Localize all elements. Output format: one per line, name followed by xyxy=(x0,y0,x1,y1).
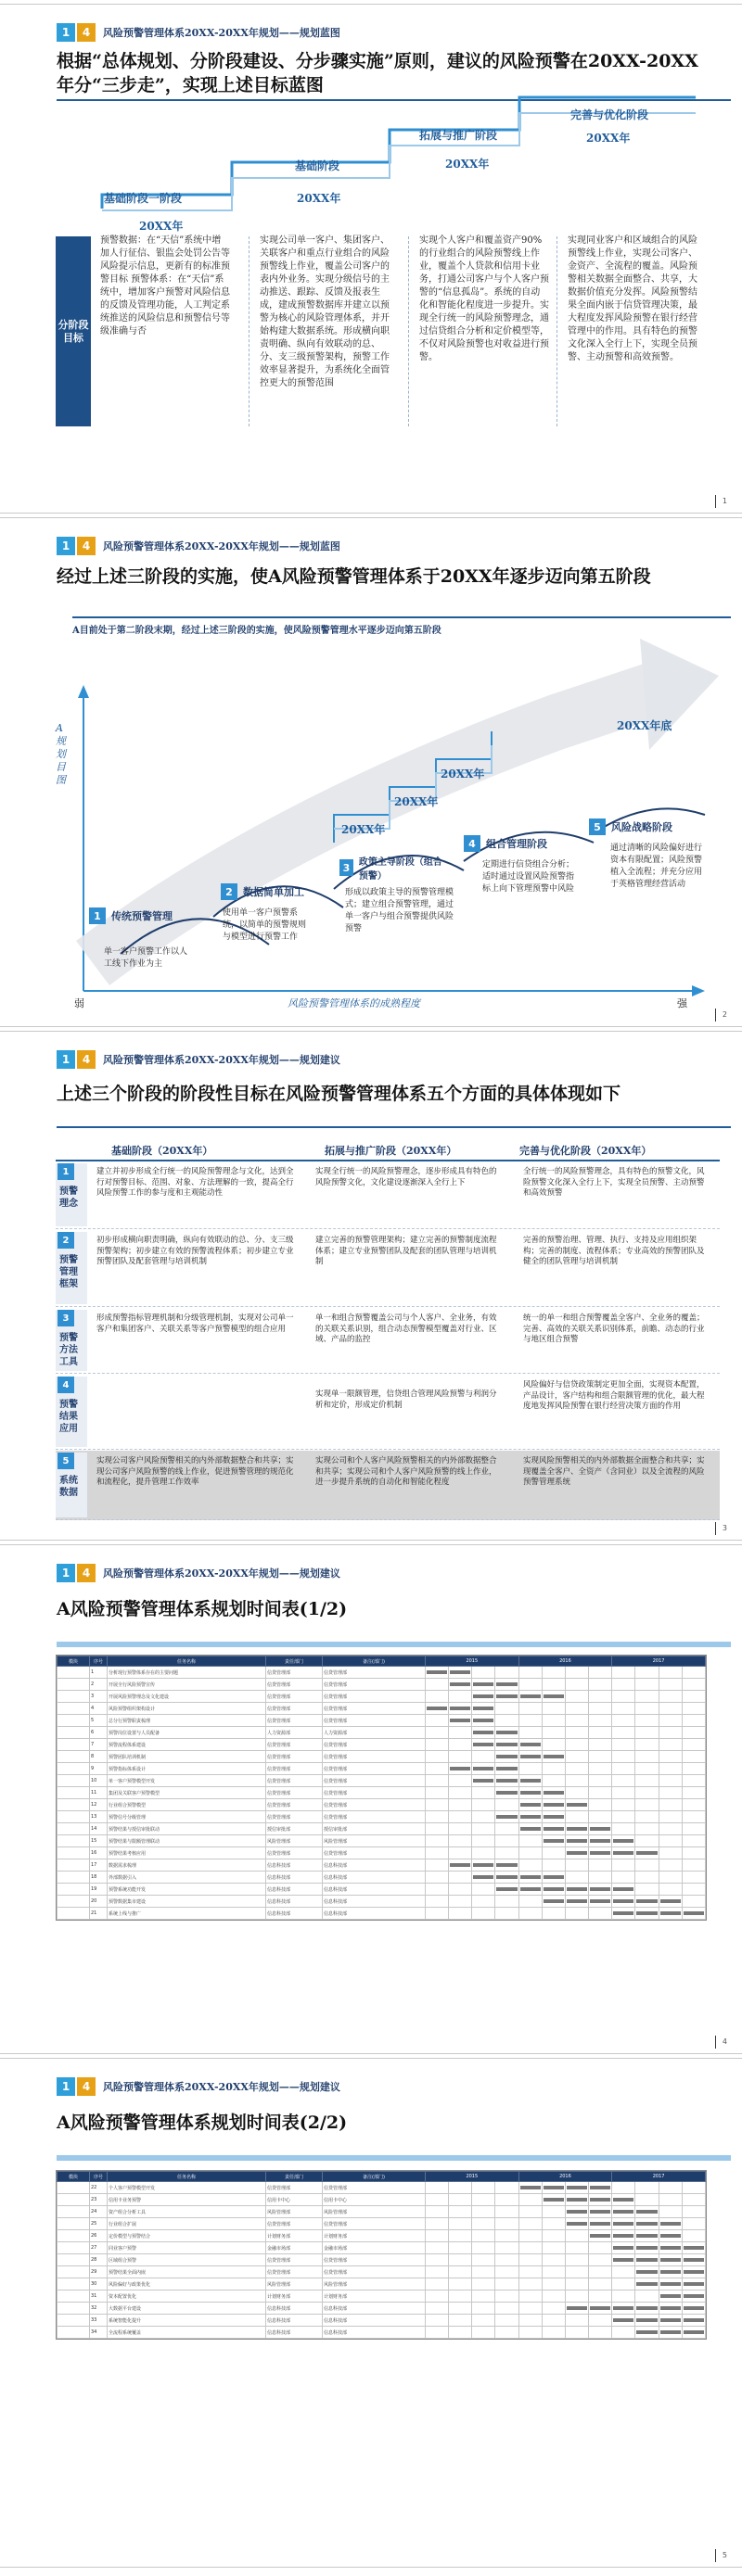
gantt-bar xyxy=(520,1887,541,1891)
header-title: 风险预警管理体系20XX-20XX年规划——规划蓝图 xyxy=(103,540,340,552)
gantt-col-header: 序号 xyxy=(90,1656,108,1667)
x-axis-label: 风险预警管理体系的成熟程度 xyxy=(288,997,420,1009)
gantt-row: 12 行业组合预警模型 信贷管理部 信贷管理部 xyxy=(58,1799,706,1811)
row-name: 预警管理框架 xyxy=(59,1255,78,1289)
goal-col-1: 预警数据：在“天信”系统中增加人行征信、银监会处罚公告等风险提示信息，更新有的标准预警目标 预警体系：在“天信”系统中，增加客户预警对风险信息的反馈及管理功能，人工判定系统推送的风险信息和预警信号等级准确与否 xyxy=(100,235,230,336)
gantt-bar xyxy=(473,1719,493,1722)
header-title: 风险预警管理体系20XX-20XX年规划——规划建议 xyxy=(103,1054,340,1066)
gantt-bar xyxy=(684,2330,704,2334)
gantt-bar xyxy=(613,2210,633,2214)
row-cell: 实现公司客户风险预警相关的内外部数据整合和共享；实现公司客户风险预警的线上作业，促进预警管理的规范化和流程化，提升管理工作效率 xyxy=(96,1456,294,1487)
stage-number: 1 xyxy=(89,907,106,924)
gantt-bar xyxy=(684,2306,704,2310)
stage-number: 5 xyxy=(589,818,606,835)
gantt-col-header: 任务名称 xyxy=(108,2172,266,2182)
gantt-bar xyxy=(590,1839,610,1843)
gantt-bar xyxy=(613,1899,633,1903)
gantt-bar xyxy=(567,2222,587,2226)
year-label-3: 20XX年 xyxy=(441,768,485,780)
slide-headline: A风险预警管理体系规划时间表(1/2) xyxy=(57,1599,348,1619)
slide-headline: 上述三个阶段的阶段性目标在风险预警管理体系五个方面的具体体现如下 xyxy=(57,1084,621,1104)
gantt-bar xyxy=(473,1743,493,1746)
title-rule xyxy=(57,1642,731,1647)
stage-number: 2 xyxy=(221,883,237,900)
gantt-bar xyxy=(660,2222,681,2226)
gantt-year-header: 2017 xyxy=(612,1656,706,1667)
col-head-3: 完善与优化阶段（20XX年） xyxy=(519,1145,652,1157)
page-number: 3 xyxy=(722,1524,727,1532)
step-year-1: 20XX年 xyxy=(139,220,184,233)
row-cell: 全行统一的风险预警理念，具有特色的预警文化，风险预警文化深入全行上下，实现全员预警、主动预警和高效预警 xyxy=(523,1167,705,1198)
gantt-col-header: 责任部门 xyxy=(266,1656,323,1667)
stage-3 xyxy=(339,854,451,882)
gantt-bar xyxy=(636,2270,657,2274)
gantt-row: 29 预警结果全面内嵌 信贷管理部 信贷管理部 xyxy=(58,2266,706,2278)
gantt-bar xyxy=(473,1779,493,1783)
gantt-bar xyxy=(590,2186,610,2189)
gantt-table-2 xyxy=(56,2170,707,2340)
gantt-bar xyxy=(636,2210,657,2214)
row-number: 1 xyxy=(58,1163,74,1180)
gantt-bar xyxy=(496,1755,517,1758)
gantt-bar xyxy=(684,1911,704,1915)
gantt-bar xyxy=(590,2222,610,2226)
gantt-row: 23 信用卡业务预警 信用卡中心 信用卡中心 xyxy=(58,2194,706,2206)
gantt-bar xyxy=(660,2258,681,2262)
gantt-row: 19 预警系统功能开发 信息科技部 信息科技部 xyxy=(58,1884,706,1896)
header-title: 风险预警管理体系20XX-20XX年规划——规划蓝图 xyxy=(103,27,340,39)
stage-2 xyxy=(221,883,304,900)
gantt-row: 18 外部数据引入 信息科技部 信息科技部 xyxy=(58,1872,706,1884)
gantt-bar xyxy=(496,1779,517,1783)
subsection-badge: 4 xyxy=(77,1564,96,1582)
gantt-row: 6 预警岗位设置与人员配备 人力资源部 人力资源部 xyxy=(58,1727,706,1739)
gantt-year-header: 2016 xyxy=(518,2172,612,2182)
gantt-bar xyxy=(427,1670,447,1674)
section-badge: 1 xyxy=(57,1564,75,1582)
step-title-2: 基础阶段 xyxy=(295,159,340,172)
stage-desc: 单一客户预警工作以人工线下作业为主 xyxy=(104,947,188,969)
page-number: 2 xyxy=(722,1010,727,1019)
stage-desc: 通过清晰的风险偏好进行资本有限配置；风险预警植入全流程；并充分应用于英格管理经营活动 xyxy=(610,844,703,889)
gantt-bar xyxy=(567,1851,587,1855)
aspect-row-3 xyxy=(56,1308,720,1374)
slide-headline: A风险预警管理体系规划时间表(2/2) xyxy=(57,2113,348,2133)
gantt-col-header: 备注(部门) xyxy=(323,2172,426,2182)
row-cell: 实现单一限额管理，信贷组合管理风险预警与利润分析和定价，形成定价机制 xyxy=(315,1390,497,1410)
gantt-bar xyxy=(496,1731,517,1734)
gantt-bar xyxy=(544,1791,564,1795)
gantt-bar xyxy=(520,1694,541,1698)
gantt-bar xyxy=(427,1707,447,1710)
stage-desc: 形成以政策主导的预警管理模式；建立组合预警管理，通过单一客户与组合预警提供风险预警 xyxy=(345,888,454,933)
stage-goal-label: 分阶段目标 xyxy=(56,236,91,426)
gantt-row: 25 行业组合扩展 信贷管理部 信贷管理部 xyxy=(58,2218,706,2230)
step-year-2: 20XX年 xyxy=(297,192,341,205)
gantt-row: 34 全流程系统覆盖 信息科技部 信息科技部 xyxy=(58,2327,706,2339)
aspect-row-1 xyxy=(56,1161,720,1229)
gantt-bar xyxy=(636,2330,657,2334)
stage-label: 数据简单加工 xyxy=(243,886,304,898)
gantt-col-header: 模块 xyxy=(58,1656,90,1667)
gantt-bar xyxy=(567,1803,587,1807)
gantt-bar xyxy=(590,2306,610,2310)
row-number: 2 xyxy=(58,1232,74,1249)
gantt-bar xyxy=(473,1682,493,1686)
gantt-bar xyxy=(684,2258,704,2262)
aspect-row-2 xyxy=(56,1230,720,1307)
col-divider xyxy=(249,236,250,426)
gantt-bar xyxy=(590,1887,610,1891)
gantt-row: 31 资本配置优化 计划财务部 计划财务部 xyxy=(58,2290,706,2303)
gantt-bar xyxy=(520,1743,541,1746)
gantt-row: 14 预警结果与授信审批联动 授信审批部 授信审批部 xyxy=(58,1823,706,1835)
stage-label: 组合管理阶段 xyxy=(486,838,547,850)
gantt-row: 28 区域组合预警 信贷管理部 信贷管理部 xyxy=(58,2254,706,2266)
gantt-bar xyxy=(544,2186,564,2189)
gantt-bar xyxy=(613,2318,633,2322)
gantt-table-1 xyxy=(56,1655,707,1921)
gantt-bar xyxy=(660,2234,681,2238)
gantt-row: 3 开展风险预警理念及文化建设 信贷管理部 信贷管理部 xyxy=(58,1691,706,1703)
gantt-bar xyxy=(520,1815,541,1819)
section-badge: 1 xyxy=(57,1050,75,1069)
title-rule xyxy=(57,1126,731,1128)
gantt-bar xyxy=(520,1779,541,1783)
gantt-row: 15 预警结果与限额管理联动 风险管理部 风险管理部 xyxy=(58,1835,706,1847)
gantt-year-header: 2017 xyxy=(612,2172,706,2182)
gantt-bar xyxy=(567,2198,587,2202)
gantt-row: 4 风险预警组织架构设计 信贷管理部 信贷管理部 xyxy=(58,1703,706,1715)
gantt-row: 1 分析现行预警体系存在的主要问题 信贷管理部 信贷管理部 xyxy=(58,1667,706,1679)
gantt-bar xyxy=(496,1743,517,1746)
gantt-col-header: 责任部门 xyxy=(266,2172,323,2182)
gantt-row: 17 数据需求梳理 信息科技部 信息科技部 xyxy=(58,1859,706,1872)
gantt-bar xyxy=(473,1875,493,1879)
gantt-bar xyxy=(613,2234,633,2238)
gantt-bar xyxy=(544,1815,564,1819)
gantt-row: 13 预警信号分级管理 信贷管理部 信贷管理部 xyxy=(58,1811,706,1823)
gantt-bar xyxy=(613,1887,633,1891)
gantt-bar xyxy=(496,1767,517,1770)
gantt-bar xyxy=(590,2210,610,2214)
gantt-bar xyxy=(520,2186,541,2189)
gantt-bar xyxy=(496,1791,517,1795)
gantt-bar xyxy=(613,2246,633,2250)
gantt-row: 9 预警指标体系设计 信贷管理部 信贷管理部 xyxy=(58,1763,706,1775)
gantt-bar xyxy=(473,1863,493,1867)
step-title-3: 拓展与推广阶段 xyxy=(419,129,498,142)
gantt-bar xyxy=(567,1839,587,1843)
row-cell: 实现全行统一的风险预警理念，逐步形成具有特色的风险预警文化，文化建设逐渐深入全行上下 xyxy=(315,1167,497,1187)
row-cell: 单一和组合预警覆盖公司与个人客户、全业务，有效的关联关系识别，组合动态预警模型覆盖对行业、区域、产品的监控 xyxy=(315,1313,497,1344)
year-label-4: 20XX年底 xyxy=(617,719,672,732)
gantt-bar xyxy=(544,1827,564,1831)
gantt-bar xyxy=(590,1851,610,1855)
gantt-bar xyxy=(636,2282,657,2286)
gantt-col-header: 备注(部门) xyxy=(323,1656,426,1667)
stage-label: 传统预警管理 xyxy=(111,910,173,922)
gantt-bar xyxy=(450,1682,470,1686)
strong-label: 强 xyxy=(677,997,687,1009)
gantt-bar xyxy=(684,2270,704,2274)
slide-5 xyxy=(0,2058,742,2568)
gantt-bar xyxy=(660,2318,681,2322)
slide-headline: 经过上述三阶段的实施，使A风险预警管理体系于20XX年逐步迈向第五阶段 xyxy=(57,566,651,587)
row-number: 5 xyxy=(58,1453,74,1469)
gantt-bar xyxy=(636,1911,657,1915)
gantt-bar xyxy=(590,2234,610,2238)
gantt-row: 22 个人客户预警模型开发 信贷管理部 信贷管理部 xyxy=(58,2182,706,2194)
gantt-bar xyxy=(636,2234,657,2238)
gantt-row: 33 系统智能化提升 信息科技部 信息科技部 xyxy=(58,2315,706,2327)
gantt-bar xyxy=(660,2306,681,2310)
slide-4 xyxy=(0,1544,742,2054)
gantt-bar xyxy=(567,2306,587,2310)
gantt-bar xyxy=(684,2282,704,2286)
gantt-bar xyxy=(684,2318,704,2322)
stage-4 xyxy=(464,835,547,852)
gantt-year-header: 2015 xyxy=(426,2172,519,2182)
gantt-row: 7 预警流程体系建设 信贷管理部 信贷管理部 xyxy=(58,1739,706,1751)
step-year-3: 20XX年 xyxy=(445,158,490,171)
gantt-row: 21 系统上线与推广 信息科技部 信息科技部 xyxy=(58,1908,706,1920)
gantt-bar xyxy=(636,2318,657,2322)
gantt-row: 5 总分行预警职责梳理 信贷管理部 信贷管理部 xyxy=(58,1715,706,1727)
gantt-bar xyxy=(544,1899,564,1903)
gantt-bar xyxy=(590,1827,610,1831)
gantt-bar xyxy=(567,1827,587,1831)
row-cell: 风险偏好与信贷政策制定更加全面，实现资本配置，产品设计，客户结构和组合限额管理的优化，最大程度地发挥风险预警在银行经营决策方面的作用 xyxy=(523,1380,705,1411)
col-head-2: 拓展与推广阶段（20XX年） xyxy=(325,1145,457,1157)
row-cell: 形成预警指标管理机制和分级管理机制，实现对公司单一客户和集团客户、关联关系等客户预警模型的组合应用 xyxy=(96,1313,294,1334)
gantt-bar xyxy=(520,1791,541,1795)
row-number: 4 xyxy=(58,1377,74,1393)
gantt-bar xyxy=(660,1911,681,1915)
gantt-bar xyxy=(660,2294,681,2298)
gantt-bar xyxy=(544,1803,564,1807)
gantt-bar xyxy=(660,2330,681,2334)
col-divider xyxy=(556,236,558,426)
slide-subtitle: A目前处于第二阶段末期，经过上述三阶段的实施，使风险预警管理水平逐步迈向第五阶段 xyxy=(72,626,441,636)
gantt-year-header: 2016 xyxy=(518,1656,612,1667)
stage-5 xyxy=(589,818,672,835)
gantt-bar xyxy=(660,2246,681,2250)
slide-1 xyxy=(0,4,742,514)
gantt-row: 20 预警数据集市建设 信息科技部 信息科技部 xyxy=(58,1896,706,1908)
gantt-bar xyxy=(636,1899,657,1903)
year-label-2: 20XX年 xyxy=(394,795,439,808)
gantt-row: 16 预警结果考核应用 信贷管理部 信贷管理部 xyxy=(58,1847,706,1859)
slide-header xyxy=(57,1562,340,1584)
gantt-bar xyxy=(520,1803,541,1807)
subsection-badge: 4 xyxy=(77,2077,96,2096)
gantt-bar xyxy=(613,1839,633,1843)
step-year-4: 20XX年 xyxy=(586,132,631,145)
gantt-bar xyxy=(544,1839,564,1843)
row-cell: 建立完善的预警管理架构；建立完善的预警制度流程体系；建立专业预警团队及配套的团队管理与培训机制 xyxy=(315,1236,497,1266)
gantt-row: 32 大数据平台建设 信息科技部 信息科技部 xyxy=(58,2303,706,2315)
gantt-bar xyxy=(496,1682,517,1686)
gantt-row: 26 定价模型与预警结合 计划财务部 计划财务部 xyxy=(58,2230,706,2242)
subsection-badge: 4 xyxy=(77,537,96,555)
gantt-bar xyxy=(544,1875,564,1879)
goal-col-2: 实现公司单一客户、集团客户、关联客户和重点行业组合的风险预警线上作业，覆盖公司客户的表内外业务。实现分级信号的主动推送、跟踪、反馈及报表生成，建成预警数据库并建立以预警为核心的风险管理体系，并开始构建大数据系统。形成横向职责明确、纵向有效联动的总、分、支三级预警架构，预警工作效率显著提升，为系统化全面管控更大的预警范围 xyxy=(260,235,390,388)
stage-desc: 定期进行信贷组合分析；适时通过设置风险预警指标上向下管理预警中风险 xyxy=(482,860,575,894)
slide-2 xyxy=(0,517,742,1027)
row-cell: 实现风险预警相关的内外部数据全面整合和共享；实现覆盖全客户、全资产（含同业）以及全流程的风险预警管理系统 xyxy=(523,1456,705,1487)
weak-label: 弱 xyxy=(74,997,84,1009)
row-name: 预警方法工具 xyxy=(59,1333,78,1367)
header-title: 风险预警管理体系20XX-20XX年规划——规划建议 xyxy=(103,2081,340,2093)
section-badge: 1 xyxy=(57,2077,75,2096)
gantt-bar xyxy=(496,1815,517,1819)
slide-header xyxy=(57,2075,340,2098)
gantt-bar xyxy=(684,2294,704,2298)
gantt-row: 11 集团及关联客户预警模型 信贷管理部 信贷管理部 xyxy=(58,1787,706,1799)
gantt-bar xyxy=(567,2210,587,2214)
gantt-bar xyxy=(636,2222,657,2226)
gantt-bar xyxy=(684,2246,704,2250)
step-title-4: 完善与优化阶段 xyxy=(570,108,649,121)
gantt-bar xyxy=(520,1875,541,1879)
gantt-bar xyxy=(544,1755,564,1758)
gantt-row: 2 开展全行风险预警宣传 信贷管理部 信贷管理部 xyxy=(58,1679,706,1691)
gantt-bar xyxy=(450,1670,470,1674)
gantt-bar xyxy=(544,2198,564,2202)
gantt-bar xyxy=(660,2282,681,2286)
gantt-row: 30 风险偏好与政策优化 风险管理部 风险管理部 xyxy=(58,2278,706,2290)
gantt-bar xyxy=(613,2222,633,2226)
gantt-col-header: 序号 xyxy=(90,2172,108,2182)
gantt-bar xyxy=(496,1863,517,1867)
row-name: 预警结果应用 xyxy=(59,1400,78,1434)
section-badge: 1 xyxy=(57,23,75,42)
gantt-bar xyxy=(473,1707,493,1710)
stage-label: 风险战略阶段 xyxy=(611,821,672,833)
goal-col-4: 实现同业客户和区域组合的风险预警线上作业，实现公司客户、金资产、全流程的覆盖。风险预警相关数据全面整合、共享，大数据价值充分发挥。风险预警结果全面内嵌于信贷管理决策，最大程度发挥风险预警在银行经营管理中的作用。具有特色的预警文化深入全行上下，实现全员预警、主动预警和高效预警。 xyxy=(568,235,697,362)
gantt-row: 8 预警团队培训机制 信贷管理部 信贷管理部 xyxy=(58,1751,706,1763)
gantt-bar xyxy=(473,1731,493,1734)
gantt-bar xyxy=(590,1899,610,1903)
gantt-bar xyxy=(473,1694,493,1698)
gantt-bar xyxy=(520,1827,541,1831)
title-rule xyxy=(57,2155,731,2161)
slide-header xyxy=(57,1048,340,1071)
gantt-col-header: 模块 xyxy=(58,2172,90,2182)
gantt-bar xyxy=(567,1887,587,1891)
subsection-badge: 4 xyxy=(77,1050,96,1069)
gantt-bar xyxy=(636,1851,657,1855)
gantt-bar xyxy=(496,1694,517,1698)
page-number: 5 xyxy=(722,2551,727,2559)
year-label-1: 20XX年 xyxy=(341,823,386,836)
gantt-bar xyxy=(660,1899,681,1903)
gantt-bar xyxy=(567,2186,587,2189)
gantt-bar xyxy=(636,2306,657,2310)
gantt-bar xyxy=(450,1719,470,1722)
y-axis-label: A规划目图 xyxy=(56,722,66,786)
stage-label: 政策主导阶段（组合预警） xyxy=(358,857,442,882)
col-head-1: 基础阶段（20XX年） xyxy=(111,1145,213,1157)
row-cell: 初步形成横向职责明确，纵向有效联动的总、分、支三级预警架构；初步建立有效的预警流程体系；初步建立专业预警团队及配套管理与培训机制 xyxy=(96,1236,294,1266)
gantt-bar xyxy=(636,2246,657,2250)
gantt-bar xyxy=(660,2270,681,2274)
row-number: 3 xyxy=(58,1310,74,1326)
col-divider xyxy=(408,236,410,426)
gantt-bar xyxy=(496,1875,517,1879)
aspect-row-5 xyxy=(56,1451,720,1520)
gantt-bar xyxy=(544,1887,564,1891)
gantt-row: 24 资产组合分析工具 风险管理部 风险管理部 xyxy=(58,2206,706,2218)
row-cell: 完善的预警治理、管理、执行、支持及应用组织架构；完善的制度、流程体系；专业高效的预警团队及健全的团队管理与培训机制 xyxy=(523,1236,705,1266)
gantt-bar xyxy=(496,1887,517,1891)
stage-desc: 使用单一客户预警系统，以简单的预警规则与模型进行预警工作 xyxy=(223,908,307,942)
row-cell: 实现公司和个人客户风险预警相关的内外部数据整合和共享；实现公司和个人客户风险预警的线上作业，进一步提升系统的自动化和智能化程度 xyxy=(315,1456,497,1487)
gantt-bar xyxy=(567,1899,587,1903)
row-cell: 建立并初步形成全行统一的风险预警理念与文化，达到全行对预警目标、范围、对象、方法理解的一致，提高全行风险预警工作的参与度和主观能动性 xyxy=(96,1167,294,1198)
row-name: 预警理念 xyxy=(59,1186,78,1209)
row-cell: 统一的单一和组合预警覆盖全客户、全业务的覆盖；完善、高效的关联关系识别体系，前瞻、动态的行业与地区组合预警 xyxy=(523,1313,705,1344)
gantt-col-header: 任务名称 xyxy=(108,1656,266,1667)
slide-3 xyxy=(0,1031,742,1541)
stage-number: 3 xyxy=(339,859,353,876)
page-number: 4 xyxy=(722,2037,727,2046)
gantt-bar xyxy=(590,2198,610,2202)
gantt-bar xyxy=(544,1694,564,1698)
aspect-row-4 xyxy=(56,1375,720,1450)
gantt-bar xyxy=(613,1911,633,1915)
gantt-row: 27 同业客户预警 金融市场部 金融市场部 xyxy=(58,2242,706,2254)
gantt-bar xyxy=(613,2258,633,2262)
row-name: 系统数据 xyxy=(59,1476,78,1498)
step-title-1: 基础阶段一阶段 xyxy=(104,192,183,205)
stage-number: 4 xyxy=(464,835,480,852)
goal-col-3: 实现个人客户和覆盖资产90%的行业组合的风险预警线上作业，覆盖个人贷款和信用卡业务，打通公司客户与个人客户预警的“信息孤岛”。系统的自动化和智能化程度进一步提升。实现全行统一的风险预警理念，通过信贷组合分析和定价模型等，不仅对风险预警也对收益进行预警。 xyxy=(419,235,549,362)
gantt-bar xyxy=(450,1863,470,1867)
gantt-bar xyxy=(636,2258,657,2262)
gantt-bar xyxy=(613,1851,633,1855)
header-title: 风险预警管理体系20XX-20XX年规划——规划建议 xyxy=(103,1567,340,1580)
page-number: 1 xyxy=(722,497,727,505)
section-badge: 1 xyxy=(57,537,75,555)
gantt-bar xyxy=(613,2198,633,2202)
slide-headline: 根据“总体规划、分阶段建设、分步骤实施”原则，建议的风险预警在20XX-20XX年分“三步走”，实现上述目标蓝图 xyxy=(57,51,698,95)
gantt-bar xyxy=(450,1767,470,1770)
gantt-bar xyxy=(450,1707,470,1710)
gantt-bar xyxy=(473,1767,493,1770)
gantt-row: 10 单一客户预警模型开发 信贷管理部 信贷管理部 xyxy=(58,1775,706,1787)
gantt-bar xyxy=(613,2306,633,2310)
stage-1 xyxy=(89,907,173,924)
gantt-bar xyxy=(520,1755,541,1758)
gantt-year-header: 2015 xyxy=(426,1656,519,1667)
subsection-badge: 4 xyxy=(77,23,96,42)
